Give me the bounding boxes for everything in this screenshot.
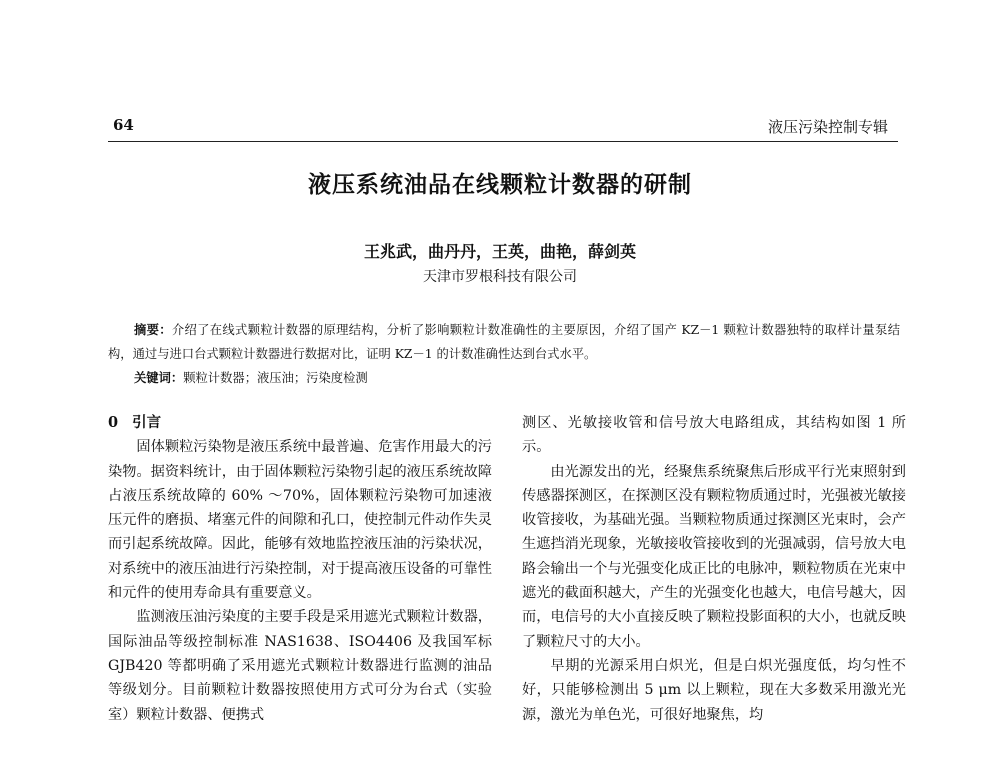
keywords [108,366,900,390]
left-column [108,411,492,727]
right-column [522,411,906,727]
affiliation: 天津市罗根科技有限公司 [423,269,577,285]
authors: 王兆武，曲丹丹，王英，曲艳，薛剑英 [363,242,636,261]
body-paragraph: 固体颗粒污染物是液压系统中最普遍、危害作用最大的污染物。据资料统计，由于固体颗粒污染物引起的液压系统故障占液压系统故障的 60% ～70%，固体颗粒污染物可加速液压元件的磨损、堵塞元件的间隙和孔口，使控制元件动作失灵而引起系统故障。因此，能够有效地监控液压油的污染状况，对系统中的液压油进行污染控制，对于提高液压设备的可靠性和元件的使用寿命具有重要意义。 [108,439,492,602]
section-number: 0 [108,414,119,431]
section-title: 引言 [132,414,162,431]
keywords-label: 关键词： [134,370,184,385]
header-rule [108,141,898,142]
running-header: 液压污染控制专辑 [767,118,888,136]
abstract [108,318,900,366]
keywords-text: 颗粒计数器；液压油；污染度检测 [183,371,368,385]
page-number: 64 [113,116,134,134]
abstract-text: 介绍了在线式颗粒计数器的原理结构，分析了影响颗粒计数准确性的主要原因，介绍了国产 KZ－1 颗粒计数器独特的取样计量泵结构，通过与进口台式颗粒计数器进行数据对比，证明 KZ－1 的计数准确性达到台式水平。 [108,323,900,361]
body-paragraph: 由光源发出的光，经聚焦系统聚焦后形成平行光束照射到传感器探测区，在探测区没有颗粒物质通过时，光强被光敏接收管接收，为基础光强。当颗粒物质通过探测区光束时，会产生遮挡消光现象，光敏接收管接收到的光强减弱，信号放大电路会输出一个与光强变化成正比的电脉冲，颗粒物质在光束中遮光的截面积越大，产生的光强变化也越大，电信号越大，因而，电信号的大小直接反映了颗粒投影面积的大小，也就反映了颗粒尺寸的大小。 [522,463,906,650]
article-title: 液压系统油品在线颗粒计数器的研制 [308,172,692,198]
body-paragraph: 早期的光源采用白炽光，但是白炽光强度低，均匀性不好，只能够检测出 5 μm 以上颗粒，现在大多数采用激光光源，激光为单色光，可很好地聚焦，均 [522,657,906,723]
body-paragraph: 测区、光敏接收管和信号放大电路组成，其结构如图 1 所示。 [522,415,906,456]
body-paragraph: 监测液压油污染度的主要手段是采用遮光式颗粒计数器，国际油品等级控制标准 NAS1638、ISO4406 及我国军标 GJB420 等都明确了采用遮光式颗粒计数器进行监测的油品等级划分。目前颗粒计数器按照使用方式可分为台式（实验室）颗粒计数器、便携式 [108,609,492,723]
section-heading [108,411,492,435]
abstract-label: 摘要： [134,322,172,337]
